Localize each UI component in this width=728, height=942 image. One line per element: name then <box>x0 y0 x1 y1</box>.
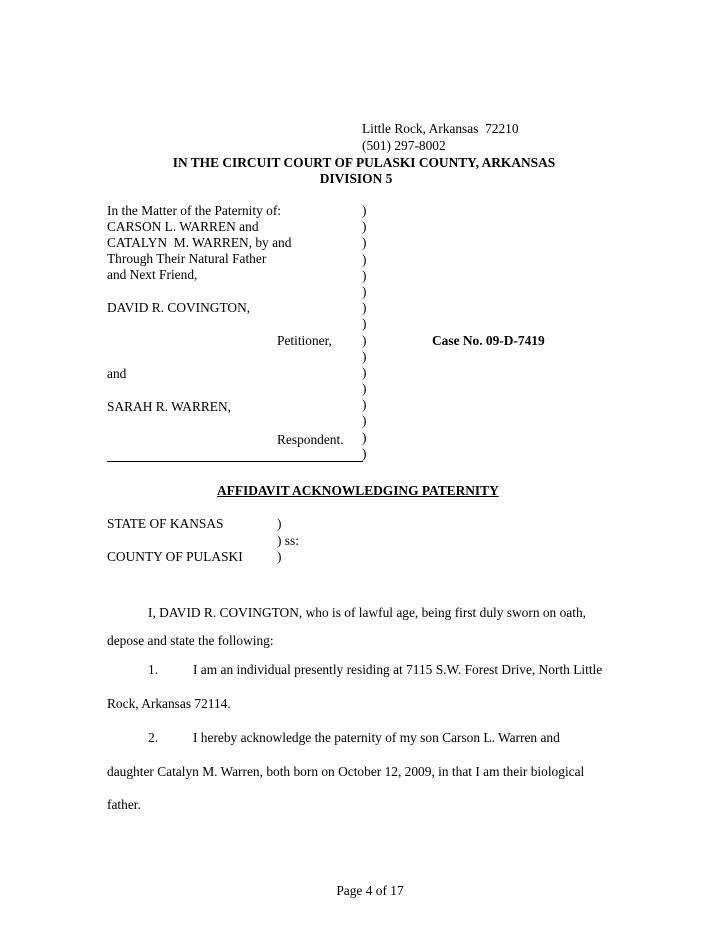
caption-and: and <box>107 366 127 381</box>
intro-line-1: I, DAVID R. COVINGTON, who is of lawful age, being first duly sworn on oath, <box>148 605 586 620</box>
attorney-phone-line: (501) 297-8002 <box>362 138 446 153</box>
caption-underline <box>107 461 363 462</box>
paragraph-2-number: 2. <box>148 730 159 745</box>
caption-line-2: CARSON L. WARREN and <box>107 219 259 234</box>
page-number: Page 4 of 17 <box>336 883 404 898</box>
caption-line-3: CATALYN M. WARREN, by and <box>107 235 292 250</box>
paragraph-2-line-2: daughter Catalyn M. Warren, both born on October 12, 2009, in that I am their biological <box>107 764 585 779</box>
attorney-address-line: Little Rock, Arkansas 72210 <box>362 121 519 136</box>
venue-ss: ) ss: <box>277 532 299 548</box>
venue-paren: ) <box>277 549 282 564</box>
paragraph-2-line-3: father. <box>107 797 141 812</box>
caption-paren: ) <box>362 332 367 348</box>
case-number: Case No. 09-D-7419 <box>432 333 545 348</box>
venue-county: COUNTY OF PULASKI <box>107 549 243 564</box>
intro-line-2: depose and state the following: <box>107 633 274 648</box>
caption-paren: ) <box>362 364 367 380</box>
caption-paren: ) <box>362 397 367 413</box>
venue-paren-column <box>277 516 299 566</box>
caption-paren: ) <box>362 445 367 461</box>
caption-paren: ) <box>362 219 367 235</box>
paragraph-2-line-1: I hereby acknowledge the paternity of my son Carson L. Warren and <box>193 730 560 745</box>
venue-state: STATE OF KANSAS <box>107 516 224 531</box>
document-title: AFFIDAVIT ACKNOWLEDGING PATERNITY <box>217 483 499 498</box>
venue-paren: ) <box>277 516 282 531</box>
paragraph-1-line-2: Rock, Arkansas 72114. <box>107 696 231 711</box>
caption-paren: ) <box>362 203 367 218</box>
caption-paren: ) <box>362 381 367 397</box>
court-division-heading: DIVISION 5 <box>319 171 393 186</box>
caption-paren: ) <box>362 348 367 364</box>
caption-line-5: and Next Friend, <box>107 267 198 282</box>
caption-paren: ) <box>362 429 367 445</box>
caption-paren: ) <box>362 267 367 283</box>
respondent-name: SARAH R. WARREN, <box>107 399 232 414</box>
respondent-label: Respondent. <box>277 432 344 447</box>
caption-line-4: Through Their Natural Father <box>107 251 267 266</box>
petitioner-label: Petitioner, <box>277 333 332 348</box>
caption-paren-column <box>362 203 366 462</box>
caption-paren: ) <box>362 316 367 332</box>
caption-paren: ) <box>362 283 367 299</box>
caption-paren: ) <box>362 300 367 316</box>
petitioner-name: DAVID R. COVINGTON, <box>107 300 251 315</box>
paragraph-1-line-1: I am an individual presently residing at 7115 S.W. Forest Drive, North Little <box>193 662 603 677</box>
caption-paren: ) <box>362 413 367 429</box>
caption-line-1: In the Matter of the Paternity of: <box>107 203 282 218</box>
court-name-heading: IN THE CIRCUIT COURT OF PULASKI COUNTY, ARKANSAS <box>172 155 556 170</box>
paragraph-1-number: 1. <box>148 662 159 677</box>
caption-paren: ) <box>362 235 367 251</box>
caption-paren: ) <box>362 251 367 267</box>
